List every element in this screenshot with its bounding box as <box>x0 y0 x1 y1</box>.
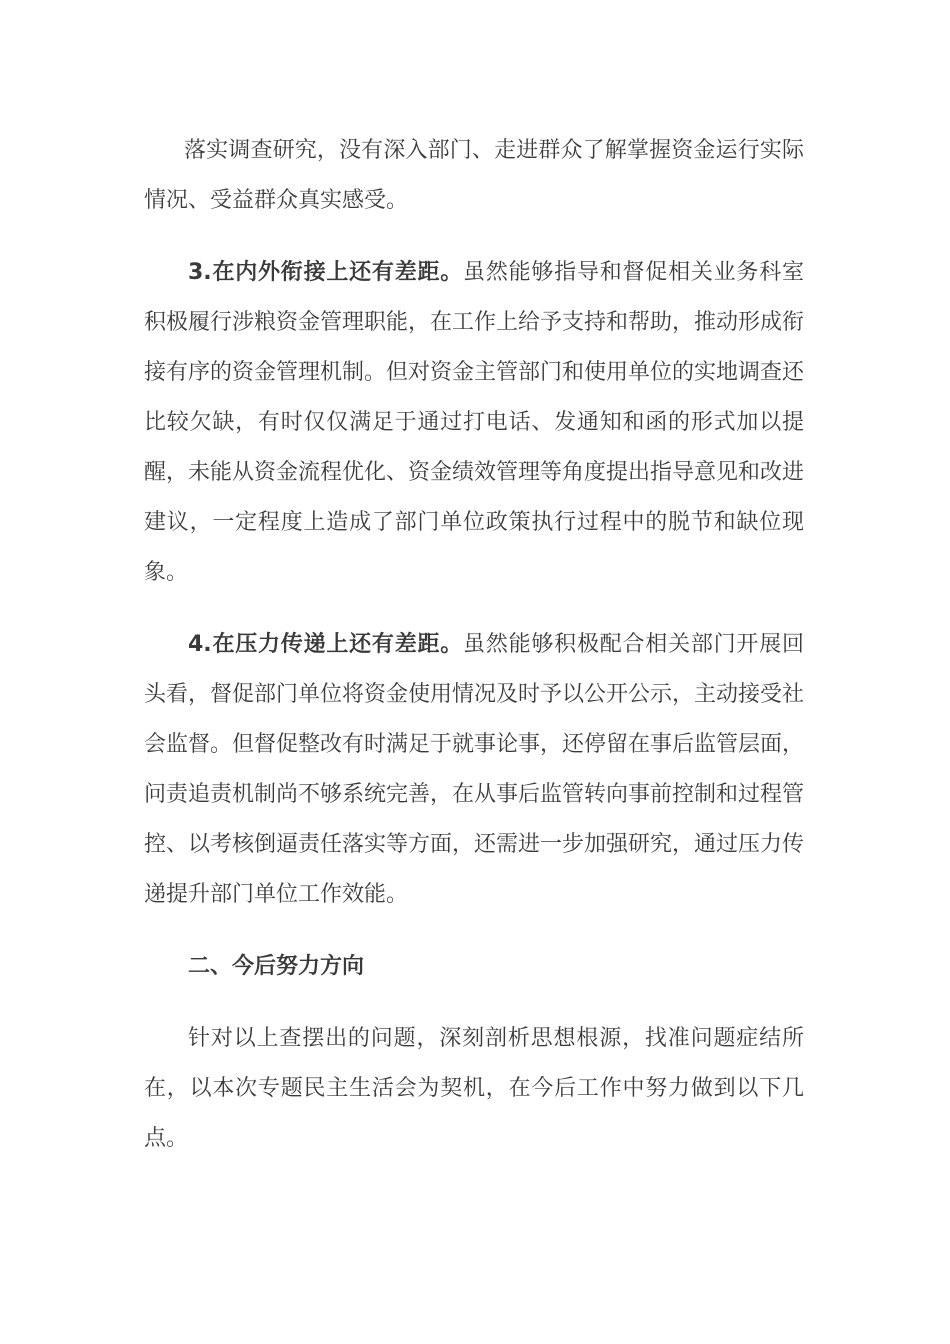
paragraph-text: 虽然能够积极配合相关部门开展回头看，督促部门单位将资金使用情况及时予以公开公示，主动接受社会监督。但督促整改有时满足于就事论事，还停留在事后监管层面，问责追责机制尚不够系统完善，在从事后监管转向事前控制和过程管控、以考核倒逼责任落实等方面，还需进一步加强研究，通过压力传递提升部门单位工作效能。 <box>144 632 805 907</box>
paragraph-item-4 <box>144 620 804 920</box>
document-page <box>144 126 804 1186</box>
closing-paragraph: 针对以上查摆出的问题，深刻剖析思想根源，找准问题症结所在，以本次专题民主生活会为契机，在今后工作中努力做到以下几点。 <box>144 1026 804 1151</box>
paragraph-continued <box>144 126 804 226</box>
paragraph-text: 虽然能够指导和督促相关业务科室积极履行涉粮资金管理职能，在工作上给予支持和帮助，推动形成衔接有序的资金管理机制。但对资金主管部门和使用单位的实地调查还比较欠缺，有时仅仅满足于通过打电话、发通知和函的形式加以提醒，未能从资金流程优化、资金绩效管理等角度提出指导意见和改进建议，一定程度上造成了部门单位政策执行过程中的脱节和缺位现象。 <box>144 260 805 585</box>
paragraph-lead: 3.在内外衔接上还有差距。 <box>188 260 464 285</box>
paragraph-item-3 <box>144 248 804 598</box>
paragraph-lead: 4.在压力传递上还有差距。 <box>188 632 464 657</box>
section-heading: 二、今后努力方向 <box>188 954 365 979</box>
paragraph-text: 落实调查研究，没有深入部门、走进群众了解掌握资金运行实际情况、受益群众真实感受。 <box>144 138 804 213</box>
